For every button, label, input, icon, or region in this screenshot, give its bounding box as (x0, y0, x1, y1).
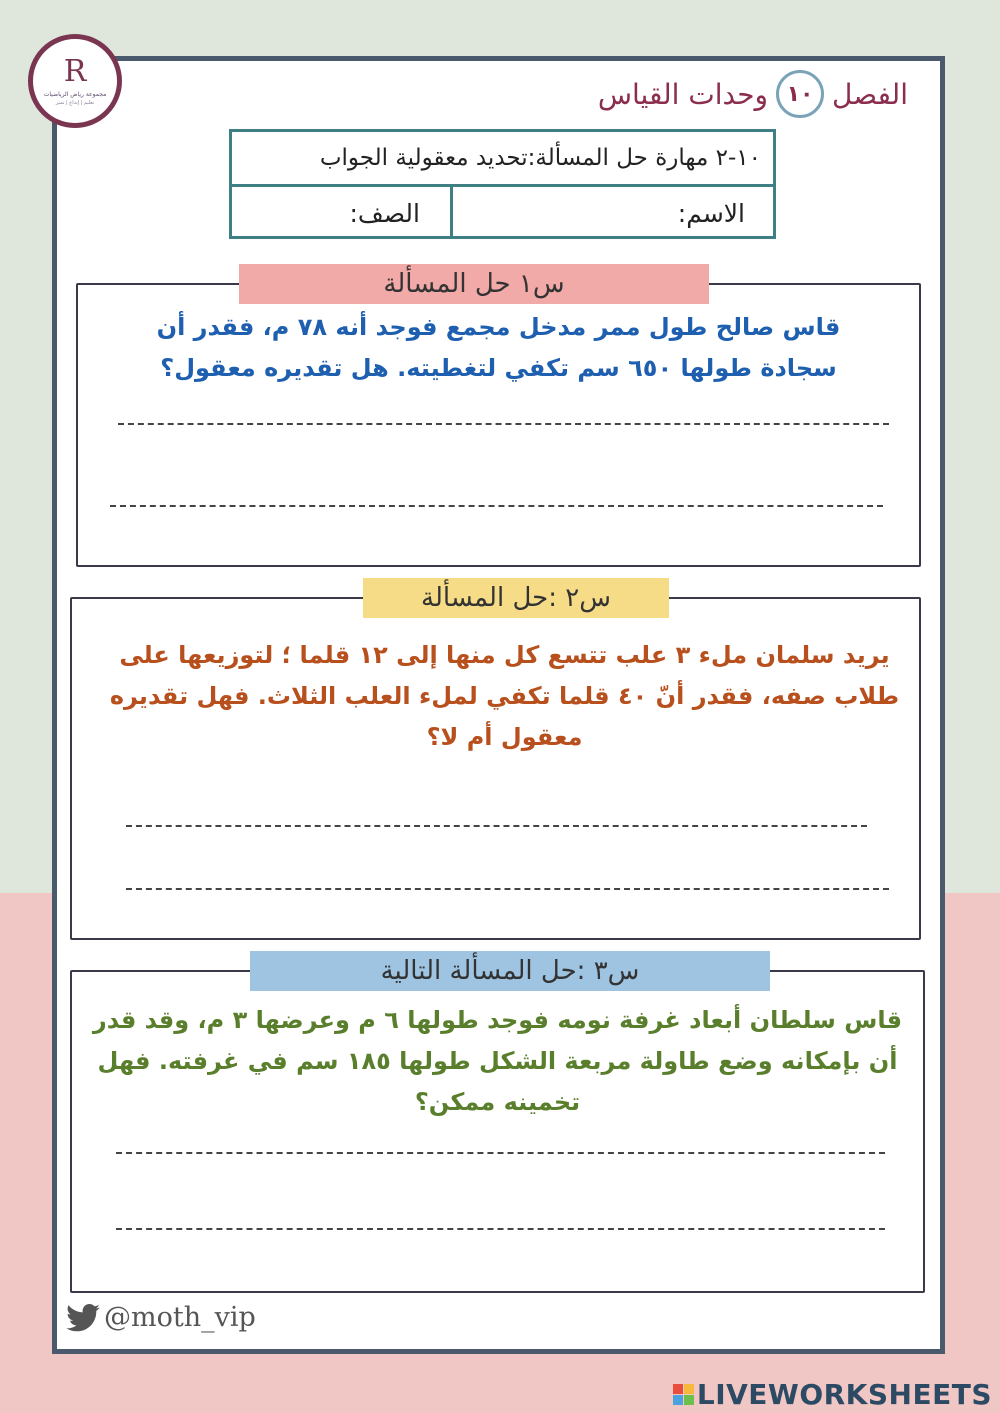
liveworksheets-logo-icon (673, 1384, 694, 1405)
liveworksheets-watermark[interactable] (673, 1378, 992, 1411)
twitter-handle[interactable] (66, 1302, 256, 1333)
question-2-label: س٢ :حل المسألة (363, 578, 669, 618)
chapter-heading (598, 70, 908, 118)
question-1-text: قاس صالح طول ممر مدخل مجمع فوجد أنه ٧٨ م، فقدر أن سجادة طولها ٦٥٠ سم تكفي لتغطيته. هل تقديره معقول؟ (156, 313, 841, 382)
question-2-box (70, 583, 921, 940)
chapter-word: الفصل (832, 77, 908, 111)
answer-line[interactable] (110, 505, 883, 507)
answer-line[interactable] (126, 825, 867, 827)
answer-line[interactable] (116, 1152, 885, 1154)
question-3-box (70, 956, 925, 1293)
chapter-title: وحدات القياس (597, 77, 769, 111)
name-field[interactable] (450, 187, 773, 239)
question-1-label: س١ حل المسألة (239, 264, 709, 304)
question-1-box (76, 269, 921, 567)
logo-caption: مجموعة رياض الرياضيات (43, 90, 107, 98)
lesson-info-table (229, 129, 776, 239)
handle-text: @moth_vip (104, 1302, 256, 1333)
class-field[interactable] (232, 187, 450, 239)
class-label: الصف: (349, 198, 420, 228)
answer-line[interactable] (116, 1228, 885, 1230)
lesson-title: ١٠-٢ مهارة حل المسألة:تحديد معقولية الجواب (232, 132, 773, 187)
answer-line[interactable] (126, 888, 889, 890)
question-3-label: س٣ :حل المسألة التالية (250, 951, 770, 991)
question-3-text: قاس سلطان أبعاد غرفة نومه فوجد طولها ٦ م وعرضها ٣ م، وقد قدر أن بإمكانه وضع طاولة مربعة الشكل طولها ١٨٥ سم في غرفته. فهل تخمينه ممكن؟ (92, 1006, 903, 1116)
twitter-bird-icon (66, 1304, 100, 1332)
answer-line[interactable] (118, 423, 889, 425)
logo-mark: R (63, 53, 87, 89)
chapter-number-badge: ١٠ (776, 70, 824, 118)
logo-tagline: تعليم | إبداع | تميز (55, 99, 95, 106)
name-label: الاسم: (677, 198, 745, 228)
watermark-text: LIVEWORKSHEETS (696, 1378, 992, 1411)
logo (28, 34, 122, 128)
question-2-text: يريد سلمان ملء ٣ علب تتسع كل منها إلى ١٢ قلما ؛ لتوزيعها على طلاب صفه، فقدر أنّ ٤٠ قلما تكفي لملء العلب الثلاث. فهل تقديره معقول أم لا؟ (109, 641, 900, 751)
